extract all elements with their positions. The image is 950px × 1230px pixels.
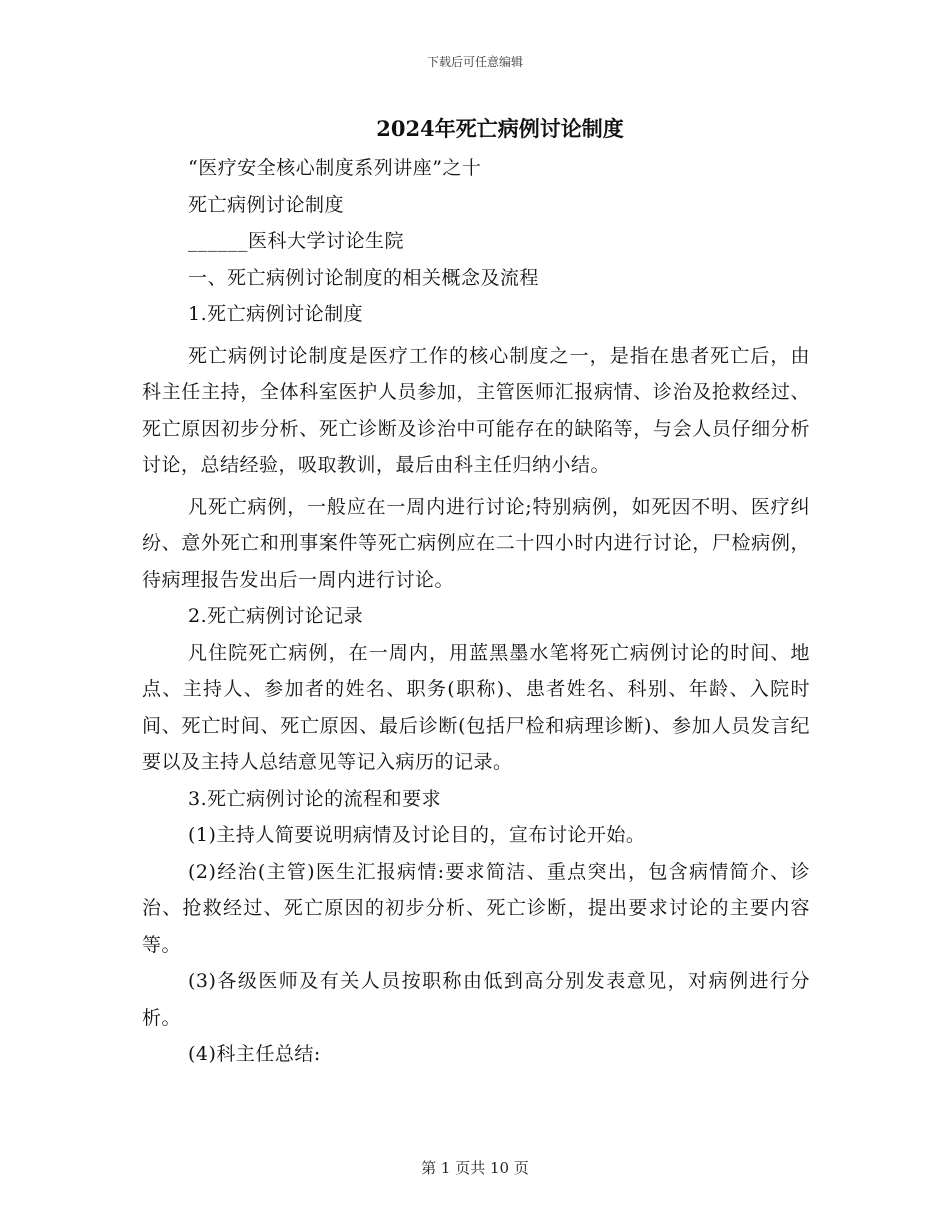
series-subtitle: “医疗安全核心制度系列讲座”之十 [188,157,482,179]
list-item-1: (1)主持人简要说明病情及讨论目的，宣布讨论开始。 [188,824,646,846]
heading-1: 一、死亡病例讨论制度的相关概念及流程 [188,266,540,289]
subheading-2: 2.死亡病例讨论记录 [188,605,364,627]
section-name: 死亡病例讨论制度 [188,193,345,216]
paragraph-definition: 死亡病例讨论制度是医疗工作的核心制度之一，是指在患者死亡后，由科主任主持，全体科室医护人员参加，主管医师汇报病情、诊治及抢救经过、死亡原因初步分析、死亡诊断及诊治中可能存在的缺陷等，与会人员仔细分析讨论，总结经验，吸取教训，最后由科主任归纳小结。 [142,344,810,476]
list-item-4: (4)科主任总结: [188,1043,321,1065]
institution-line: ______医科大学讨论生院 [188,230,405,252]
document-body [142,150,810,1073]
subheading-1: 1.死亡病例讨论制度 [188,303,364,325]
paragraph-timing: 凡死亡病例，一般应在一周内进行讨论;特别病例，如死因不明、医疗纠纷、意外死亡和刑事案件等死亡病例应在二十四小时内进行讨论，尸检病例，待病理报告发出后一周内进行讨论。 [142,495,810,591]
document-title: 2024年死亡病例讨论制度 [376,116,624,141]
paragraph-record: 凡住院死亡病例，在一周内，用蓝黑墨水笔将死亡病例讨论的时间、地点、主持人、参加者的姓名、职务(职称)、患者姓名、科别、年龄、入院时间、死亡时间、死亡原因、最后诊断(包括尸检和病理诊断)、参加人员发言纪要以及主持人总结意见等记入病历的记录。 [142,641,810,773]
subheading-3: 3.死亡病例讨论的流程和要求 [188,787,442,810]
header-note: 下载后可任意编辑 [426,55,523,69]
list-item-3: (3)各级医师及有关人员按职称由低到高分别发表意见，对病例进行分析。 [142,970,810,1029]
list-item-2: (2)经治(主管)医生汇报病情:要求简洁、重点突出，包含病情简介、诊治、抢救经过、死亡原因的初步分析、死亡诊断，提出要求讨论的主要内容等。 [142,860,810,956]
page-number: 第 1 页共 10 页 [421,1159,529,1177]
